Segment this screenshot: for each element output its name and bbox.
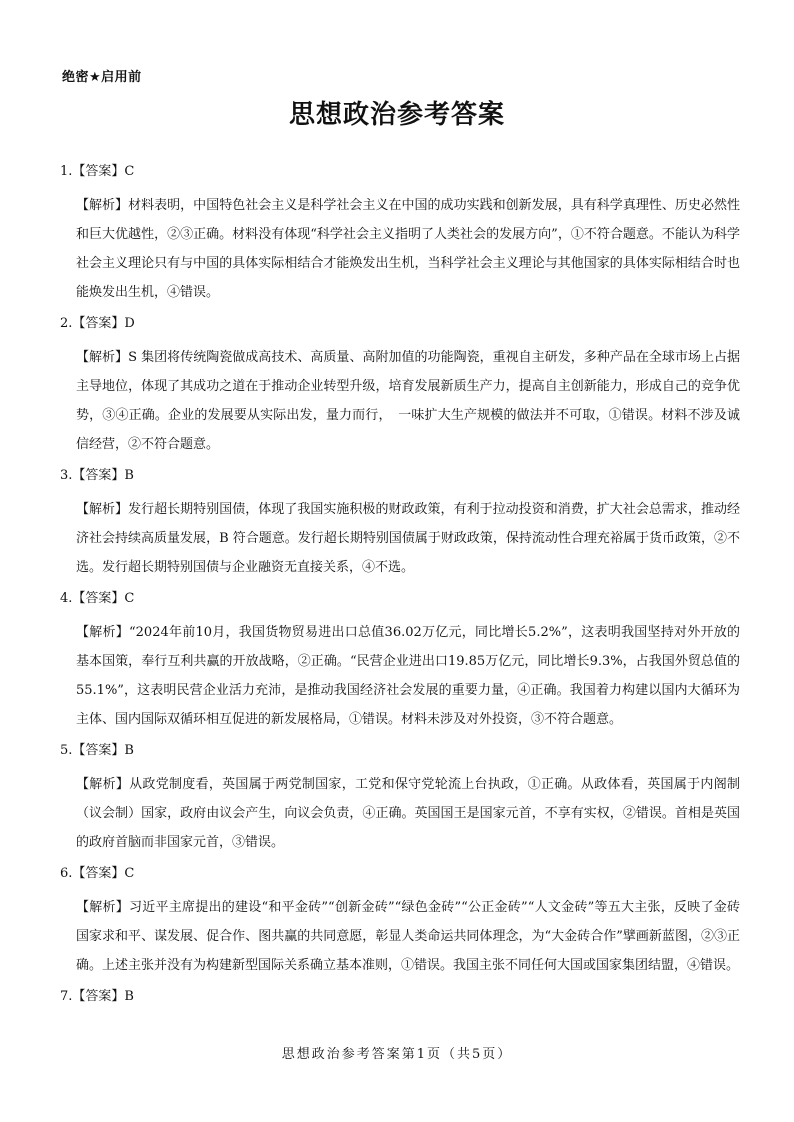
answer-key-3: 3.【答案】B <box>60 468 134 483</box>
answer-key-6: 6.【答案】C <box>60 866 135 881</box>
page-title: 思想政治参考答案 <box>288 100 505 130</box>
answer-item-1 <box>60 160 740 307</box>
answer-key-4: 4.【答案】C <box>60 591 135 606</box>
analysis-text-5: 【解析】从政党制度看，英国属于两党制国家，工党和保守党轮流上台执政，①正确。从政体看，英国属于内阁制（议会制）国家，政府由议会产生，向议会负责，④正确。英国国王是国家元首，不享有实权，②错误。首相是英国的政府首脑而非国家元首，③错误。 <box>76 777 740 850</box>
analysis-text-6: 【解析】习近平主席提出的建设“和平金砖”“创新金砖”“绿色金砖”“公正金砖”“人文金砖”等五大主张，反映了金砖国家求和平、谋发展、促合作、图共赢的共同意愿，彰显人类命运共同体理念，为“大金砖合作”擘画新蓝图，②③正确。上述主张并没有为构建新型国际关系确立基本准则，①错误。我国主张不同任何大国或国家集团结盟，④错误。 <box>76 900 740 973</box>
confidential-label: 绝密★启用前 <box>62 70 142 85</box>
answer-key-7: 7.【答案】B <box>60 989 134 1004</box>
analysis-text-3: 【解析】发行超长期特别国债，体现了我国实施积极的财政政策，有利于拉动投资和消费，扩大社会总需求，推动经济社会持续高质量发展，B 符合题意。发行超长期特别国债属于财政政策，保持流动性合理充裕属于货币政策，②不选。发行超长期特别国债与企业融资无直接关系，④不选。 <box>76 502 740 575</box>
answer-list <box>60 160 740 1016</box>
analysis-text-4: 【解析】“2024年前10月，我国货物贸易进出口总值36.02万亿元，同比增长5.2%”，这表明我国坚持对外开放的基本国策，奉行互利共赢的开放战略，②正确。“民营企业进出口19.85万亿元，同比增长9.3%，占我国外贸总值的55.1%”，这表明民营企业活力充沛，是推动我国经济社会发展的重要力量，④正确。我国着力构建以国内大循环为主体、国内国际双循环相互促进的新发展格局，①错误。材料未涉及对外投资，③不符合题意。 <box>76 625 740 727</box>
answer-item-3 <box>60 464 740 582</box>
answer-key-5: 5.【答案】B <box>60 743 134 758</box>
analysis-text-2: 【解析】S 集团将传统陶瓷做成高技术、高质量、高附加值的功能陶瓷，重视自主研发，多种产品在全球市场上占据主导地位，体现了其成功之道在于推动企业转型升级，培育发展新质生产力，提高自主创新能力，形成自己的竞争优势，③④正确。企业的发展要从实际出发，量力而行， 一味扩大生产规模的做法并不可取，①错误。材料不涉及诚信经营，②不符合题意。 <box>76 350 740 452</box>
answer-item-5 <box>60 739 740 857</box>
answer-item-4 <box>60 587 740 734</box>
answer-item-6 <box>60 862 740 980</box>
answer-key-2: 2.【答案】D <box>60 316 135 331</box>
answer-key-1: 1.【答案】C <box>60 164 135 179</box>
page-footer: 思想政治参考答案第1页（共5页） <box>281 1047 513 1062</box>
answer-item-2 <box>60 312 740 459</box>
analysis-text-1: 【解析】材料表明，中国特色社会主义是科学社会主义在中国的成功实践和创新发展，具有科学真理性、历史必然性和巨大优越性，②③正确。材料没有体现“科学社会主义指明了人类社会的发展方向”，①不符合题意。不能认为科学社会主义理论只有与中国的具体实际相结合才能焕发出生机，当科学社会主义理论与其他国家的具体实际相结合时也能焕发出生机，④错误。 <box>76 198 740 300</box>
answer-item-7 <box>60 985 740 1009</box>
